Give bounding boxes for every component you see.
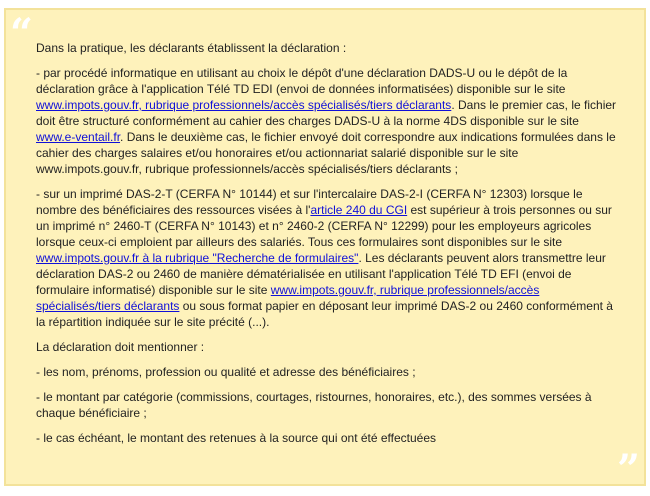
paragraph-das2 [36, 186, 618, 330]
link-e-ventail[interactable]: www.e-ventail.fr [36, 130, 121, 144]
text-segment: - sur un imprimé DAS-2-T (CERFA N° 10144) et sur l'intercalaire DAS-2-I (CERFA N° 12303) lorsque le nombre des bénéficiaires des ressources visées à l' [36, 187, 583, 217]
text-segment: . Dans le premier cas, le fichier doit être structuré conformément au cahier des charges DADS-U à la norme 4DS disponible sur le site [36, 98, 617, 128]
text-segment: . Dans le deuxième cas, le fichier envoyé doit correspondre aux indications formulées dans le cahier des charges salaires et/ou honoraires et/ou actionnariat salarié disponible sur le site www.impots.gouv.fr, rubrique professionnels/accès spécialisés/tiers déclarants ; [36, 130, 616, 176]
intro-paragraph: Dans la pratique, les déclarants établissent la déclaration : [36, 41, 347, 55]
list-item: - les nom, prénoms, profession ou qualité et adresse des bénéficiaires ; [36, 365, 416, 379]
text-segment: . Les déclarants peuvent alors transmettre leur déclaration DAS-2 ou 2460 de manière dématérialisée en utilisant l'application Télé TD EFI (envoi de formulaire informatisé) disponible sur le site [36, 251, 606, 297]
link-impots-tiers-declarants[interactable]: www.impots.gouv.fr, rubrique professionnels/accès spécialisés/tiers déclarants [36, 98, 452, 112]
paragraph-dads [36, 65, 618, 177]
link-article-240-cgi[interactable]: article 240 du CGI [310, 203, 408, 217]
text-segment: ou sous format papier en déposant leur imprimé DAS-2 ou 2460 conformément à la répartition indiquée sur le site précité (...). [36, 299, 613, 329]
quote-content [36, 40, 618, 455]
link-impots-tiers-declarants-2[interactable]: www.impots.gouv.fr, rubrique professionnels/accès spécialisés/tiers déclarants [36, 283, 540, 313]
list-item: - le montant par catégorie (commissions, courtages, ristournes, honoraires, etc.), des sommes versées à chaque bénéficiaire ; [36, 390, 592, 420]
open-quote-icon: “ [10, 10, 34, 57]
mention-intro: La déclaration doit mentionner : [36, 340, 205, 354]
list-item: - le cas échéant, le montant des retenues à la source qui ont été effectuées [36, 431, 437, 445]
quote-box [4, 8, 646, 493]
link-recherche-formulaires[interactable]: www.impots.gouv.fr à la rubrique "Recherche de formulaires" [36, 251, 359, 265]
text-segment: - par procédé informatique en utilisant au choix le dépôt d'une déclaration DADS-U ou le dépôt de la déclaration grâce à l'application Télé TD EDI (envoi de données informatisées) disponible sur le site [36, 66, 568, 96]
close-quote-icon: ” [616, 446, 640, 493]
text-segment: est supérieur à trois personnes ou sur un imprimé n° 2460-T (CERFA N° 10143) et n° 2460-2 (CERFA N° 12299) pour les employeurs agricoles lorsque ceux-ci emploient par ailleurs des salariés. Tous ces formulaires sont disponibles sur le site [36, 203, 612, 249]
